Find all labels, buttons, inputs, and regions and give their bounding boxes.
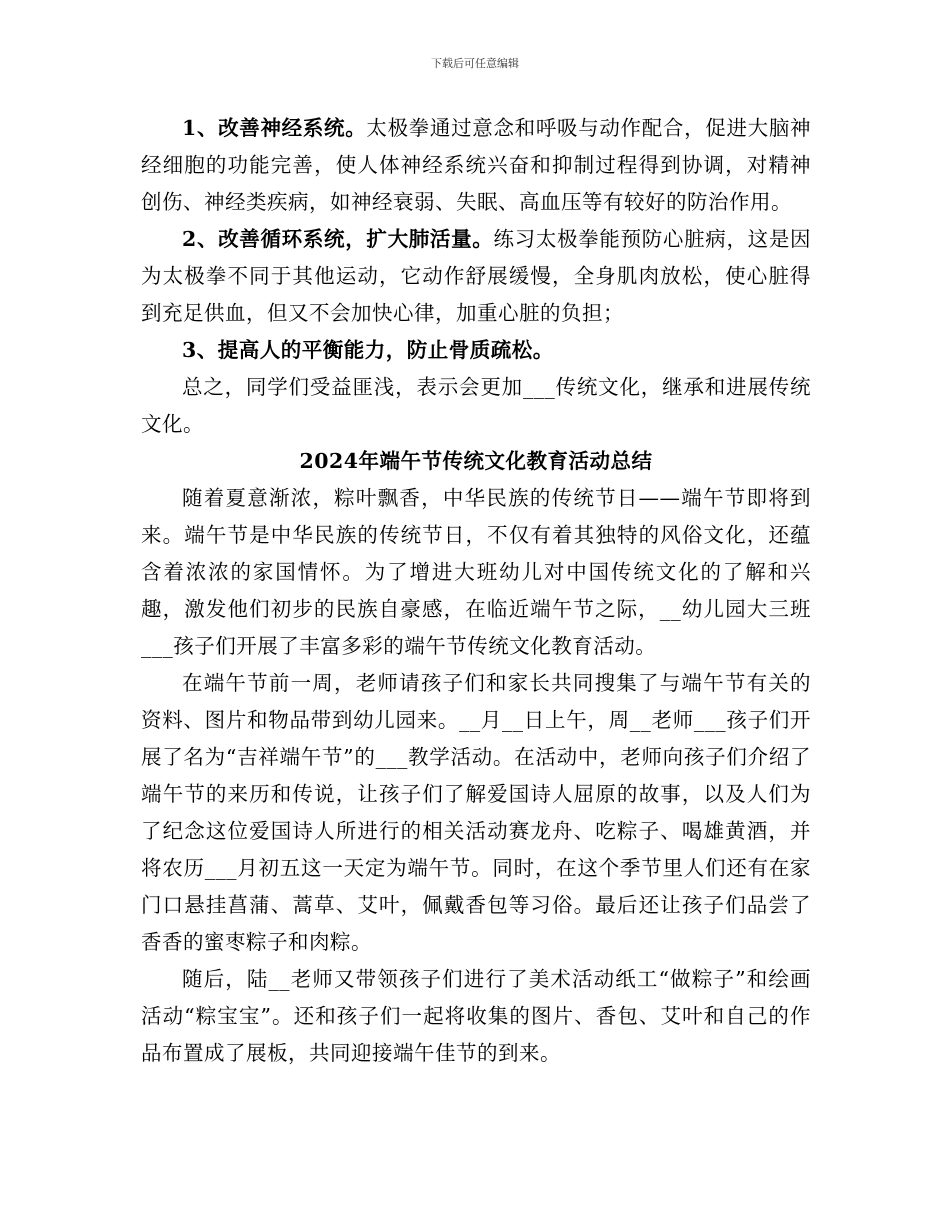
paragraph-conclusion: 总之，同学们受益匪浅，表示会更加___传统文化，继承和进展传统文化。 <box>141 375 811 436</box>
paragraph-intro: 随着夏意渐浓，粽叶飘香，中华民族的传统节日——端午节即将到来。端午节是中华民族的传统节日，不仅有着其独特的风俗文化，还蕴含着浓浓的家国情怀。为了增进大班幼儿对中国传统文化的了解和兴趣，激发他们初步的民族自豪感，在临近端午节之际，__幼儿园大三班___孩子们开展了丰富多彩的端午节传统文化教育活动。 <box>141 486 811 658</box>
paragraph-heading: 3、提高人的平衡能力，防止骨质疏松。 <box>182 338 554 362</box>
section-title: 2024年端午节传统文化教育活动总结 <box>299 449 653 473</box>
paragraph-art-activity: 随后，陆__老师又带领孩子们进行了美术活动纸工“做粽子”和绘画活动“粽宝宝”。还和孩子们一起将收集的图片、香包、艾叶和自己的作品布置成了展板，共同迎接端午佳节的到来。 <box>141 967 811 1065</box>
paragraph-text: 太极拳通过意念和呼吸与动作配合，促进大脑神经细胞的功能完善，使人体神经系统兴奋和抑制过程得到协调，对精神创伤、神经类疾病，如神经衰弱、失眠、高血压等有较好的防治作用。 <box>141 116 811 214</box>
page-header: 下载后可任意编辑 <box>431 57 519 70</box>
paragraph-heading: 1、改善神经系统。 <box>182 116 367 140</box>
paragraph-heading: 2、改善循环系统，扩大肺活量。 <box>182 227 494 251</box>
document-body <box>141 110 811 1072</box>
paragraph-balance <box>141 332 811 369</box>
paragraph-nervous-system <box>141 110 811 221</box>
paragraph-activity: 在端午节前一周，老师请孩子们和家长共同搜集了与端午节有关的资料、图片和物品带到幼儿园来。__月__日上午，周__老师___孩子们开展了名为“吉祥端午节”的___教学活动。在活动中，老师向孩子们介绍了端午节的来历和传说，让孩子们了解爱国诗人屈原的故事，以及人们为了纪念这位爱国诗人所进行的相关活动赛龙舟、吃粽子、喝雄黄酒，并将农历___月初五这一天定为端午节。同时，在这个季节里人们还有在家门口悬挂菖蒲、蒿草、艾叶，佩戴香包等习俗。最后还让孩子们品尝了香香的蜜枣粽子和肉粽。 <box>141 671 811 954</box>
paragraph-circulatory-system <box>141 221 811 332</box>
paragraph-text: 练习太极拳能预防心脏病，这是因为太极拳不同于其他运动，它动作舒展缓慢，全身肌肉放松，使心脏得到充足供血，但又不会加快心律，加重心脏的负担； <box>141 227 812 325</box>
